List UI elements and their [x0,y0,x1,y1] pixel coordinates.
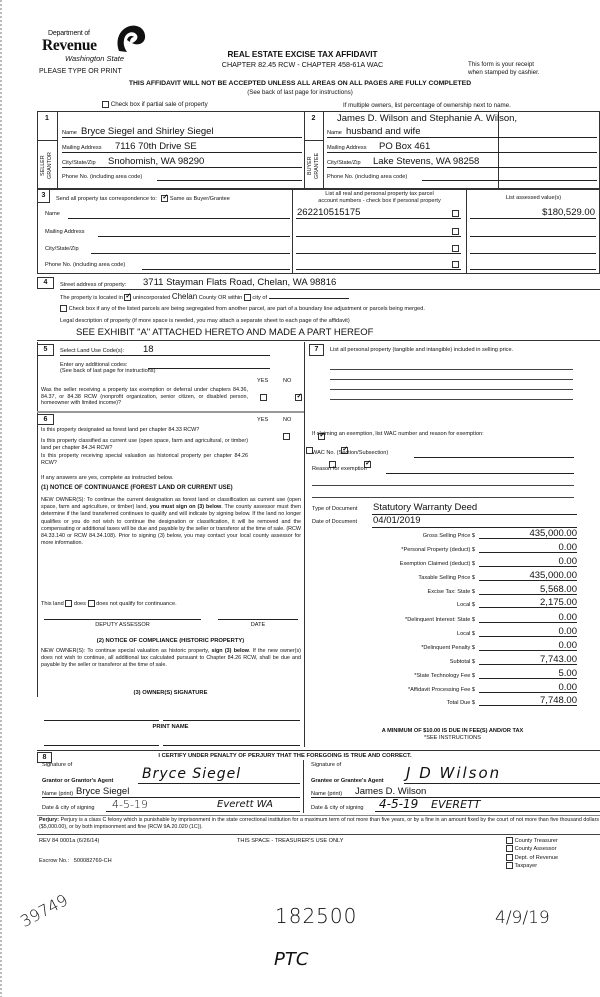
seller-name: Bryce Siegel and Shirley Siegel [81,126,214,137]
wac-number-field[interactable]: WAC No. (Section/Subsection) [312,449,574,459]
legal-description-label: Legal description of property (if more space is needed, you may attach a separate sheet to each page of the affidavit) [60,318,350,324]
logo-state: Washington State [65,54,125,63]
certify-statement: I CERTIFY UNDER PENALTY OF PERJURY THAT THE FOREGOING IS TRUE AND CORRECT. [158,753,412,759]
seller-phone-field[interactable]: Phone No. (including area code) [62,171,302,182]
notice-2-text: NEW OWNER(S): To continue special valuation as historic property, sign (3) below. If the new owner(s) does not wish to continue, all additional tax calculated pursuant to Chapter 84.26 RCW, shall be due and payable by the seller or transferor at the time of sale. [41,648,301,669]
dor-logo [42,22,152,72]
seller-address-field[interactable]: Mailing Address 7116 70th Drive SE [62,141,302,153]
handwritten-amount: 182500 [275,904,358,928]
parcel-row[interactable] [296,242,461,254]
yes-header: YES [257,417,269,423]
personal-property-checkbox[interactable] [452,210,459,217]
taxable-selling-price[interactable]: 435,000.00 [479,570,577,581]
buyer-city-field[interactable]: City/State/Zip Lake Stevens, WA 98258 [327,156,597,168]
fee-label: Taxable Selling Price $ [418,575,475,581]
copy-dept-revenue: Dept. of Revenue [506,854,558,862]
section-6-number: 6 [37,414,54,425]
buyer-address: PO Box 461 [379,141,431,152]
assessed-value: $180,529.00 [542,207,595,218]
grantee-sig-label-1: Signature of [311,762,342,768]
seller-address: 7116 70th Drive SE [115,141,197,152]
seller-city-field[interactable]: City/State/Zip Snohomish, WA 98290 [62,156,302,168]
buyer-side-label: BUYER GRANTEE [304,141,324,189]
scan-edge [0,0,2,997]
assessor-date-label: DATE [250,622,266,628]
fee-label: *Affidavit Processing Fee $ [407,687,475,693]
land-use-code: 18 [143,344,154,355]
seller-side-label: SELLER GRANTOR [37,141,58,189]
s3-city-field[interactable]: City/State/Zip [45,243,290,254]
personal-property-line[interactable] [330,389,573,390]
form-number: REV 84 0001a (6/26/14) [39,838,100,844]
grantee-print-name-field[interactable]: Name (print) James D. Wilson [311,787,600,798]
warning-text: THIS AFFIDAVIT WILL NOT BE ACCEPTED UNLESS ALL AREAS ON ALL PAGES ARE FULLY COMPLETED [128,80,472,87]
partial-sale-checkbox[interactable] [102,101,109,108]
assessed-value-field[interactable] [470,242,596,254]
forest-land-question: Is this property designated as forest land per chapter 84.33 RCW? [41,427,200,433]
fee-label: Local $ [456,602,475,608]
copy-distribution [506,837,558,870]
does-qualify-checkbox[interactable] [65,600,72,607]
excise-tax-local[interactable]: 2,175.00 [479,597,577,608]
logo-name: Revenue [42,37,97,54]
buyer-phone-field[interactable]: Phone No. (including area code) [327,171,597,182]
grantee-signature-field[interactable] [404,764,600,784]
section-8-number: 8 [37,752,52,763]
multiple-owners-note: If multiple owners, list percentage of ownership next to name. [343,102,511,109]
document-date-field[interactable]: Date of Document 04/01/2019 [312,515,577,527]
personal-property-deduct[interactable]: 0.00 [479,542,577,553]
section-3-number: 3 [37,189,50,203]
treasurer-use-only: THIS SPACE - TREASURER'S USE ONLY [237,838,344,844]
minimum-due-note: A MINIMUM OF $10.00 IS DUE IN FEE(S) AND/OR TAX [381,728,524,734]
copy-taxpayer: Taxpayer [506,862,558,870]
print-name-label: PRINT NAME [152,724,189,730]
assessor-date-line[interactable] [218,619,298,620]
form-subtitle: CHAPTER 82.45 RCW - CHAPTER 458-61A WAC [221,60,384,69]
exemption-yes-checkbox[interactable] [260,394,267,401]
parcel-header-2: account numbers - check box if personal property [318,198,441,204]
seller-name-field[interactable]: Name Bryce Siegel and Shirley Siegel [62,124,302,138]
fee-label: *State Technology Fee $ [414,673,475,679]
excise-tax-state[interactable]: 5,568.00 [479,584,577,595]
parcel-number: 262210515175 [297,207,361,218]
fee-label: Total Due $ [446,700,475,706]
personal-property-line[interactable] [330,369,573,370]
section-2-number: 2 [304,111,324,141]
fee-label: Local $ [456,631,475,637]
see-back-note: (See back of last page for instructions) [247,89,353,96]
property-location-row: The property is located in ✓ unincorporated Chelan County OR within city of [60,292,349,301]
partial-sale-label: Check box if partial sale of property [110,101,208,109]
s3-phone-field[interactable]: Phone No. (including area code) [45,259,290,270]
grantor-sign-date: 4-5-19 [112,798,148,811]
personal-property-line[interactable] [330,399,573,400]
land-use-code-field[interactable]: Select Land Use Code(s): 18 [60,344,270,356]
grantor-date-city-field[interactable]: Date & city of signing 4-5-19 Everett WA [42,800,300,812]
notice-1-text: NEW OWNER(S): To continue the current designation as forest land or classification as current use (open space, farm and agriculture, or timber) land, you must sign on (3) below. The county assessor must then determine if the land transferred continues to qualify and will indicate by signing below. If the land no longer qualifies or you do not wish to continue the designation or classification, it will be removed and the compensating or additional taxes will be due and payable by the seller or transferor at the time of sale. (RCW 84.33.140 or RCW 84.34.108). Prior to signing (3) below, you may contact your local county assessor for more information. [41,497,301,547]
grantee-sign-date: 4-5-19 [379,797,419,811]
grantor-print-name: Bryce Siegel [76,786,130,797]
yes-header: YES [257,378,269,384]
fee-label: Excise Tax: State $ [427,589,475,595]
parcel-row[interactable] [296,207,461,219]
assessed-header: List assessed value(s) [505,195,562,201]
buyer-name-field[interactable]: Name husband and wife [327,124,597,138]
if-yes-note: If any answers are yes, complete as instructed below. [41,475,174,481]
county-name: Chelan [171,292,198,301]
owner-signature-title: (3) OWNER(S) SIGNATURE [133,690,208,696]
fee-label: *Personal Property (deduct) $ [401,547,475,553]
historic-question: Is this property receiving special valuation as historical property per chapter 84.26 RCW? [41,453,248,466]
document-type-field[interactable]: Type of Document Statutory Warranty Deed [312,502,577,514]
street-address: 3711 Stayman Flats Road, Chelan, WA 98816 [143,277,337,288]
current-use-question: Is this property classified as current use (open space, farm and agricultural, or timber) land per chapter 84.34 RCW? [41,438,248,451]
assessed-value-field[interactable] [470,258,596,270]
personal-property-line[interactable] [330,379,573,380]
receipt-note-1: This form is your receipt [468,61,535,68]
continuance-row: This land does does not qualify for continuance. [41,600,177,607]
segregated-checkbox[interactable] [60,305,67,312]
city-of-field[interactable] [269,298,349,299]
handwritten-number: 39749 [17,890,71,931]
legal-description: SEE EXHIBIT "A" ATTACHED HERETO AND MADE A PART HEREOF [76,327,374,338]
partial-sale-row [102,101,208,108]
street-address-field[interactable]: Street address of property: 3711 Stayman Flats Road, Chelan, WA 98816 [60,278,600,290]
personal-property-checkbox[interactable] [452,245,459,252]
section-1-number: 1 [37,111,58,141]
grantee-date-city-field[interactable]: Date & city of signing 4-5-19 EVERETT [311,800,600,812]
escrow-number: 500082769-CH [73,858,112,864]
no-header: NO [283,417,292,423]
owner-signature-line-2[interactable] [163,720,300,721]
s3-name-field[interactable]: Name [45,208,290,219]
document-type: Statutory Warranty Deed [373,502,478,513]
escrow-row: Escrow No.: 500082769-CH [39,858,112,864]
fee-label: *Delinquent Penalty $ [421,645,475,651]
same-as-buyer-checkbox[interactable] [161,195,168,202]
exemption-question: Was the seller receiving a property tax exemption or deferral under chapters 84.36, 84.37, or 84.38 RCW (nonprofit organization, senior citizen, or disabled person, homeowner with limited income)? [41,387,248,407]
additional-codes-field[interactable]: Enter any additional codes: [60,360,270,370]
no-header: NO [283,378,292,384]
segregated-row: Check box if any of the listed parcels are being segregated from another parcel, are part of a boundary line adjustment or parcels being merged. [60,305,425,312]
grantor-sig-label-1: Signature of [42,762,73,768]
grantee-sig-label-2: Grantee or Grantee's Agent [311,778,384,784]
fee-label: Gross Selling Price $ [422,533,475,539]
gross-selling-price[interactable]: 435,000.00 [479,528,577,539]
state-technology-fee[interactable]: 5.00 [479,668,577,679]
fee-label: Subtotal $ [449,659,475,665]
grantor-sign-city: Everett WA [217,799,273,810]
notice-2-title: (2) NOTICE OF COMPLIANCE (HISTORIC PROPERTY) [96,638,245,644]
grantor-signature-field[interactable] [138,766,300,784]
copy-county-treasurer: County Treasurer [506,837,558,845]
subtotal[interactable]: 7,743.00 [479,654,577,665]
buyer-address-field[interactable]: Mailing Address PO Box 461 [327,141,597,153]
buyer-name-line2: husband and wife [346,126,421,137]
handwritten-date: 4/9/19 [495,908,550,928]
delinquent-interest-state[interactable]: 0.00 [479,612,577,623]
personal-property-checkbox[interactable] [452,261,459,268]
send-correspondence-row: Send all property tax correspondence to: ✓ Same as Buyer/Grantee [56,195,230,202]
dor-swirl-logo-icon [113,23,147,55]
personal-property-label: List all personal property (tangible and intangible) included in selling price. [330,347,514,353]
delinquent-interest-local[interactable]: 0.00 [479,626,577,637]
copy-county-assessor: County Assessor [506,845,558,853]
print-name-line-1[interactable] [44,745,159,746]
seller-city: Snohomish, WA 98290 [108,156,205,167]
grantor-signature: Bryce Siegel [142,766,242,782]
handwritten-ptc: PTC [274,949,309,970]
deputy-assessor-label: DEPUTY ASSESSOR [95,622,150,628]
grantee-print-name: James D. Wilson [355,786,427,797]
section-7-number: 7 [309,344,324,356]
exemption-reason-line[interactable] [312,485,574,486]
buyer-name-line1: James D. Wilson and Stephanie A. Wilson, [337,113,518,124]
form-title: REAL ESTATE EXCISE TAX AFFIDAVIT [227,50,378,59]
print-name-line-2[interactable] [163,745,300,746]
parcel-row[interactable] [296,225,461,237]
exemption-claimed[interactable]: 0.00 [479,556,577,567]
exemption-claim-label: If claiming an exemption, list WAC number and reason for exemption: [312,431,484,437]
total-due[interactable]: 7,748.00 [479,695,577,706]
center-divider [304,342,305,747]
fee-label: *Delinquent Interest: State $ [405,617,475,623]
buyer-city: Lake Stevens, WA 98258 [373,156,480,167]
additional-codes-note: (See back of last page for instructions) [60,368,156,374]
exemption-no-checkbox[interactable] [295,394,302,401]
logo-dept: Department of [48,30,90,37]
please-type: PLEASE TYPE OR PRINT [39,68,122,75]
parcel-header-1: List all real and personal property tax parcel [325,191,434,197]
notice-1-title: (1) NOTICE OF CONTINUANCE (FOREST LAND OR CURRENT USE) [41,485,233,491]
deputy-assessor-line[interactable] [44,619,201,620]
city-checkbox[interactable] [244,294,251,301]
perjury-statement: Perjury: Perjury is a class C felony which is punishable by imprisonment in the state correctional institution for a maximum term of not more than five years, or by a fine in an amount fixed by the court of not more than five thousand dollars ($5,000.00), or by both imprisonment and fine (RCW 9A.20.020 (1C)). [39,817,599,830]
parcel-row[interactable] [296,258,461,270]
grantor-sig-label-2: Grantor or Grantor's Agent [42,778,114,784]
affidavit-processing-fee[interactable]: 0.00 [479,682,577,693]
fee-label: Exemption Claimed (deduct) $ [399,561,475,567]
does-not-qualify-checkbox[interactable] [88,600,95,607]
grantee-sign-city: EVERETT [431,798,481,811]
document-date: 04/01/2019 [373,515,421,526]
forest-yes-checkbox[interactable] [283,433,290,440]
section-5-number: 5 [37,344,54,356]
exemption-reason-line[interactable] [312,497,574,498]
assessed-value-field[interactable] [470,207,596,219]
see-instructions-note: *SEE INSTRUCTIONS [424,735,481,741]
assessed-value-field[interactable] [470,225,596,237]
owner-signature-line-1[interactable] [44,720,159,721]
personal-property-checkbox[interactable] [452,228,459,235]
grantee-signature: J D Wilson [406,764,502,782]
section-4-number: 4 [37,277,54,289]
receipt-note-2: when stamped by cashier. [468,69,540,76]
s3-address-field[interactable]: Mailing Address [45,226,290,237]
grantor-print-name-field[interactable]: Name (print) Bryce Siegel [42,787,300,798]
exemption-reason-field[interactable]: Reason for exemption [312,465,574,475]
delinquent-penalty[interactable]: 0.00 [479,640,577,651]
unincorporated-checkbox[interactable] [124,294,131,301]
